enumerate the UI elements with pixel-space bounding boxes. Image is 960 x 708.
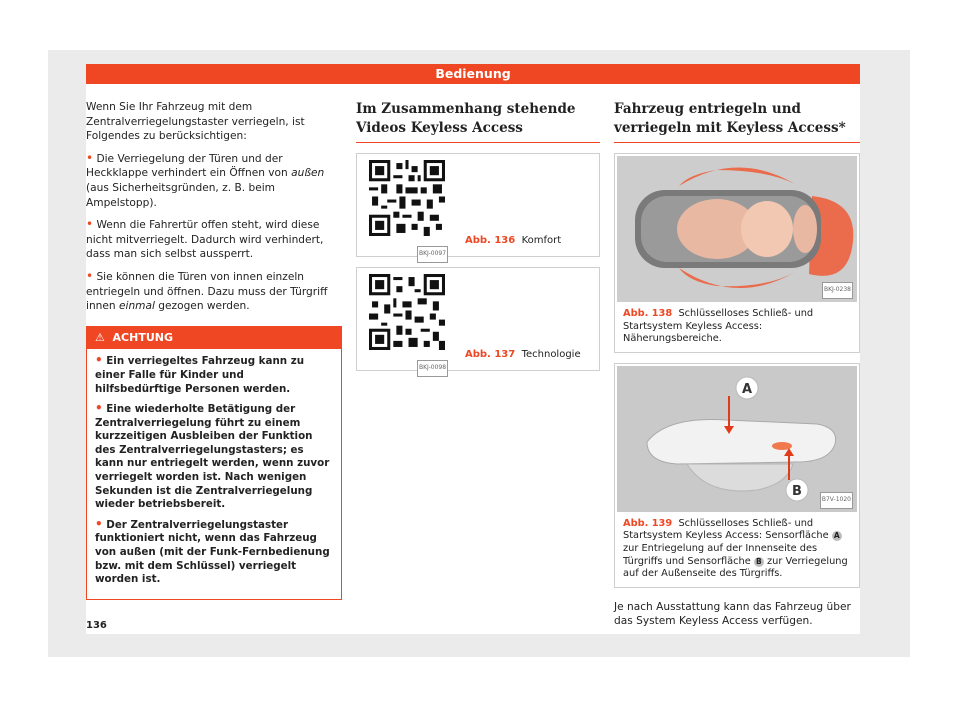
label-b-badge: B: [754, 557, 764, 567]
left-column: [86, 100, 342, 600]
bullet-dot-icon: •: [86, 217, 94, 232]
figure-caption: Abb. 136 Komfort: [465, 235, 562, 246]
label-a-badge: A: [832, 531, 842, 541]
bullet-dot-icon: •: [95, 353, 103, 368]
intro-text: Wenn Sie Ihr Fahrzeug mit dem Zentralverriegelungstaster verriegeln, ist Folgendes zu berücksichtigen:: [86, 101, 305, 143]
outro-text: Je nach Ausstattung kann das Fahrzeug über das System Keyless Access verfügen.: [614, 600, 851, 628]
figure-code: BKJ-0097: [417, 246, 448, 263]
door-handle-image: [617, 366, 857, 512]
figure-138: [614, 153, 860, 353]
keyless-heading: Fahrzeug entriegeln und verriegeln mit Keyless Access*: [614, 100, 860, 143]
page-number: 136: [86, 620, 107, 631]
warning-item: • Ein verriegeltes Fahrzeug kann zu einer Falle für Kinder und hilfsbedürftige Personen werden.: [95, 353, 305, 395]
figure-code: BKJ-0238: [822, 282, 853, 299]
right-column: [614, 100, 860, 636]
bullet-dot-icon: •: [86, 150, 94, 165]
bullet-1: • Die Verriegelung der Türen und der Heckklappe verhindert ein Öffnen von außen (aus Sicherheitsgründen, z. B. beim Ampelstopp).: [86, 150, 325, 209]
bullet-dot-icon: •: [86, 268, 94, 283]
videos-heading: Im Zusammenhang stehende Videos Keyless Access: [356, 100, 600, 143]
warning-header: ⚠ ACHTUNG: [87, 327, 341, 350]
bullet-dot-icon: •: [95, 516, 103, 531]
warning-box: [86, 326, 342, 600]
qr-code-icon[interactable]: [369, 274, 445, 350]
svg-text:B: B: [792, 483, 802, 499]
figure-136: [356, 153, 600, 257]
warning-item: • Der Zentralverriegelungstaster funktioniert nicht, wenn das Fahrzeug von außen (mit der Funk-Fernbedienung bzw. mit dem Schlüssel) verriegelt worden ist.: [95, 516, 330, 586]
figure-caption: Abb. 137 Technologie: [465, 349, 581, 360]
warning-item: • Eine wiederholte Betätigung der Zentralverriegelung führt zu einem kurzzeitigen Ausbleiben der Funktion des Zentralverriegelungstasters; es kann nur entriegelt werden, wenn zuvor verriegelt worden ist. Nach wenigen Sekunden ist die Zentralverriegelung wieder betriebsbereit.: [95, 401, 330, 511]
warning-body: [87, 349, 341, 587]
qr-code-icon[interactable]: [369, 160, 445, 236]
figure-caption: Abb. 139 Schlüsselloses Schließ- und Startsystem Keyless Access: Sensorfläche A zur Entriegelung auf der Innenseite des Türgriffs und Sensorfläche B zur Verriegelung auf der Außenseite des Türgriffs.: [623, 517, 848, 580]
section-header: Bedienung: [86, 64, 860, 84]
warning-triangle-icon: ⚠: [95, 330, 105, 344]
figure-code: BKJ-0098: [417, 360, 448, 377]
car-topview-image: [617, 156, 857, 302]
figure-137: [356, 267, 600, 371]
bullet-3: • Sie können die Türen von innen einzeln entriegeln und öffnen. Dazu muss der Türgriff innen einmal gezogen werden.: [86, 268, 328, 313]
bullet-dot-icon: •: [95, 401, 103, 416]
figure-139: [614, 363, 860, 588]
middle-column: [356, 100, 600, 381]
svg-text:A: A: [741, 381, 753, 397]
figure-caption: Abb. 138 Schlüsselloses Schließ- und Startsystem Keyless Access: Näherungsbereiche.: [623, 308, 814, 345]
proximity-zones-illustration: [617, 156, 857, 302]
door-handle-illustration: [617, 366, 857, 512]
bullet-2: • Wenn die Fahrertür offen steht, wird diese nicht mitverriegelt. Dadurch wird verhindert, dass man sich selbst aussperrt.: [86, 217, 324, 261]
figure-code: B7V-1020: [820, 492, 853, 509]
